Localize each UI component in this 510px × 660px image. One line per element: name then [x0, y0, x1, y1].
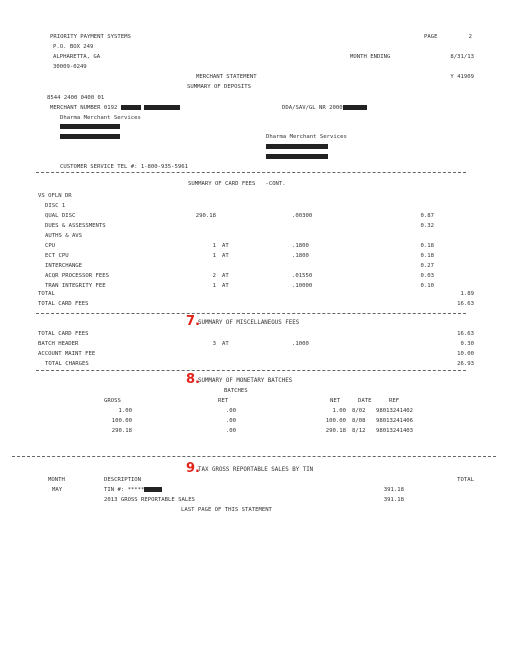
- batch-gross: 100.00: [111, 418, 132, 424]
- merchant-number-line: [50, 105, 180, 112]
- batch-date: 8/02: [352, 408, 366, 414]
- batch-ret: .00: [225, 408, 236, 414]
- fee-row-amount: 0.32: [420, 223, 434, 229]
- fee-row-amount: 0.87: [420, 213, 434, 219]
- redacted-line: [60, 124, 120, 131]
- month-ending-value: 8/31/13: [450, 54, 474, 60]
- batch-date: 8/08: [352, 418, 366, 424]
- tin-col-description: DESCRIPTION: [104, 477, 142, 483]
- fee-row-label: AUTHS & AVS: [45, 233, 83, 239]
- merchant-name-right: Dharma Merchant Services: [266, 134, 347, 140]
- page-label: PAGE: [424, 34, 438, 40]
- gross-reportable-label: 2013 GROSS REPORTABLE SALES: [104, 497, 195, 503]
- fee-row-label: QUAL DISC: [45, 213, 76, 219]
- misc-row-label: BATCH HEADER: [38, 341, 79, 347]
- statement-subtitle: SUMMARY OF DEPOSITS: [187, 84, 251, 90]
- total-card-fees-amount: 16.63: [457, 301, 474, 307]
- address-line-3: 30009-0249: [53, 64, 87, 70]
- card-fees-subgroup: DISC 1: [45, 203, 66, 209]
- batch-ref: 98013241403: [376, 428, 414, 434]
- dda-prefix: 2000: [329, 105, 343, 111]
- batches-subtitle: BATCHES: [224, 388, 248, 394]
- fee-row-rate: .1800: [292, 243, 309, 249]
- tin-month: MAY: [52, 487, 63, 493]
- gross-reportable-amount: 391.18: [383, 497, 404, 503]
- fee-row-rate: .10000: [292, 283, 313, 289]
- batch-ref: 98013241406: [376, 418, 414, 424]
- account-code: 8544 2400 0400 01: [47, 95, 105, 101]
- card-fees-title: SUMMARY OF CARD FEES -CONT.: [188, 181, 286, 187]
- batch-ref: 98013241402: [376, 408, 414, 414]
- redacted-line: [266, 154, 328, 161]
- batch-gross: 1.00: [118, 408, 132, 414]
- fee-row-amount: 0.18: [420, 243, 434, 249]
- fee-row-rate: .1800: [292, 253, 309, 259]
- merchant-number-prefix: 0192: [103, 105, 118, 111]
- column-net: NET: [330, 398, 341, 404]
- redacted-line: [266, 144, 328, 151]
- column-date: DATE: [358, 398, 372, 404]
- fee-row-qty: 1: [212, 253, 216, 259]
- column-gross: GROSS: [104, 398, 121, 404]
- tin-label: TIN #: *****: [104, 487, 145, 493]
- divider: [36, 313, 466, 314]
- divider: [36, 370, 466, 371]
- statement-code: Y 41909: [450, 74, 474, 80]
- redaction-block: [60, 134, 120, 139]
- batch-ret: .00: [225, 428, 236, 434]
- fee-row-amount: 0.10: [420, 283, 434, 289]
- divider: [36, 172, 466, 173]
- fee-row-at: AT: [222, 283, 229, 289]
- monetary-batches-title: SUMMARY OF MONETARY BATCHES: [198, 378, 293, 384]
- misc-row-label: ACCOUNT MAINT FEE: [38, 351, 96, 357]
- column-ret: RET: [218, 398, 229, 404]
- misc-row-qty: 3: [212, 341, 216, 347]
- redaction-block: [343, 105, 367, 110]
- card-fees-group: VS OFLN DR: [38, 193, 72, 199]
- fee-row-at: AT: [222, 273, 229, 279]
- month-ending-label: MONTH ENDING: [350, 54, 391, 60]
- fee-row-label: DUES & ASSESSMENTS: [45, 223, 106, 229]
- total-card-fees-label: TOTAL CARD FEES: [38, 301, 89, 307]
- fee-row-label: TRAN INTEGRITY FEE: [45, 283, 106, 289]
- divider: [12, 456, 496, 457]
- batch-gross: 290.18: [111, 428, 132, 434]
- card-fees-total-amount: 1.89: [460, 291, 474, 297]
- dda-line: [282, 105, 367, 112]
- tin-amount: 391.18: [383, 487, 404, 493]
- fee-row-label: ACQR PROCESSOR FEES: [45, 273, 109, 279]
- merchant-name: Dharma Merchant Services: [60, 115, 141, 121]
- fee-row-amount: 0.03: [420, 273, 434, 279]
- redaction-block: [60, 124, 120, 129]
- statement-footer: LAST PAGE OF THIS STATEMENT: [181, 507, 272, 513]
- misc-row-amount: 10.00: [457, 351, 474, 357]
- batch-net: 100.00: [325, 418, 346, 424]
- fee-row-rate: .00300: [292, 213, 313, 219]
- misc-row-amount: 16.63: [457, 331, 474, 337]
- fee-row-label: CPU: [45, 243, 56, 249]
- tin-number: [104, 487, 162, 494]
- tin-col-total: TOTAL: [457, 477, 474, 483]
- tin-sales-title: TAX GROSS REPORTABLE SALES BY TIN: [198, 467, 314, 473]
- fee-row-label: ECT CPU: [45, 253, 69, 259]
- fee-row-at: AT: [222, 253, 229, 259]
- redaction-block: [144, 105, 180, 110]
- misc-row-amount: 26.93: [457, 361, 474, 367]
- batch-net: 290.18: [325, 428, 346, 434]
- misc-row-label: TOTAL CARD FEES: [38, 331, 89, 337]
- fee-row-label: INTERCHANGE: [45, 263, 83, 269]
- tin-col-month: MONTH: [48, 477, 65, 483]
- merchant-number-label: MERCHANT NUMBER: [50, 105, 101, 111]
- redaction-block: [266, 154, 328, 159]
- address-line-2: ALPHARETTA, GA: [53, 54, 101, 60]
- fee-row-qty: 1: [212, 243, 216, 249]
- company-name: PRIORITY PAYMENT SYSTEMS: [50, 34, 131, 40]
- dda-label: DDA/SAV/GL NR: [282, 105, 326, 111]
- misc-fees-title: SUMMARY OF MISCELLANEOUS FEES: [198, 320, 300, 326]
- batch-ret: .00: [225, 418, 236, 424]
- fee-row-rate: .01550: [292, 273, 313, 279]
- fee-row-qty: 290.18: [195, 213, 216, 219]
- section-marker-8: 8.: [186, 372, 200, 387]
- customer-service-phone: CUSTOMER SERVICE TEL #: 1-800-935-5961: [60, 164, 188, 170]
- card-fees-total-label: TOTAL: [38, 291, 55, 297]
- section-marker-9: 9.: [186, 461, 200, 476]
- misc-row-label: TOTAL CHARGES: [45, 361, 89, 367]
- redaction-block: [121, 105, 141, 110]
- fee-row-qty: 2: [212, 273, 216, 279]
- batch-net: 1.00: [332, 408, 346, 414]
- misc-row-rate: .1000: [292, 341, 309, 347]
- column-ref: REF: [389, 398, 400, 404]
- fee-row-at: AT: [222, 243, 229, 249]
- redaction-block: [266, 144, 328, 149]
- statement-title: MERCHANT STATEMENT: [196, 74, 257, 80]
- address-line-1: P.O. BOX 249: [53, 44, 94, 50]
- fee-row-amount: 0.18: [420, 253, 434, 259]
- redacted-line: [60, 134, 120, 141]
- misc-row-at: AT: [222, 341, 229, 347]
- page-number: 2: [468, 34, 472, 40]
- redaction-block: [144, 487, 162, 492]
- fee-row-qty: 1: [212, 283, 216, 289]
- misc-row-amount: 0.30: [460, 341, 474, 347]
- fee-row-amount: 0.27: [420, 263, 434, 269]
- batch-date: 8/12: [352, 428, 366, 434]
- section-marker-7: 7.: [186, 314, 200, 329]
